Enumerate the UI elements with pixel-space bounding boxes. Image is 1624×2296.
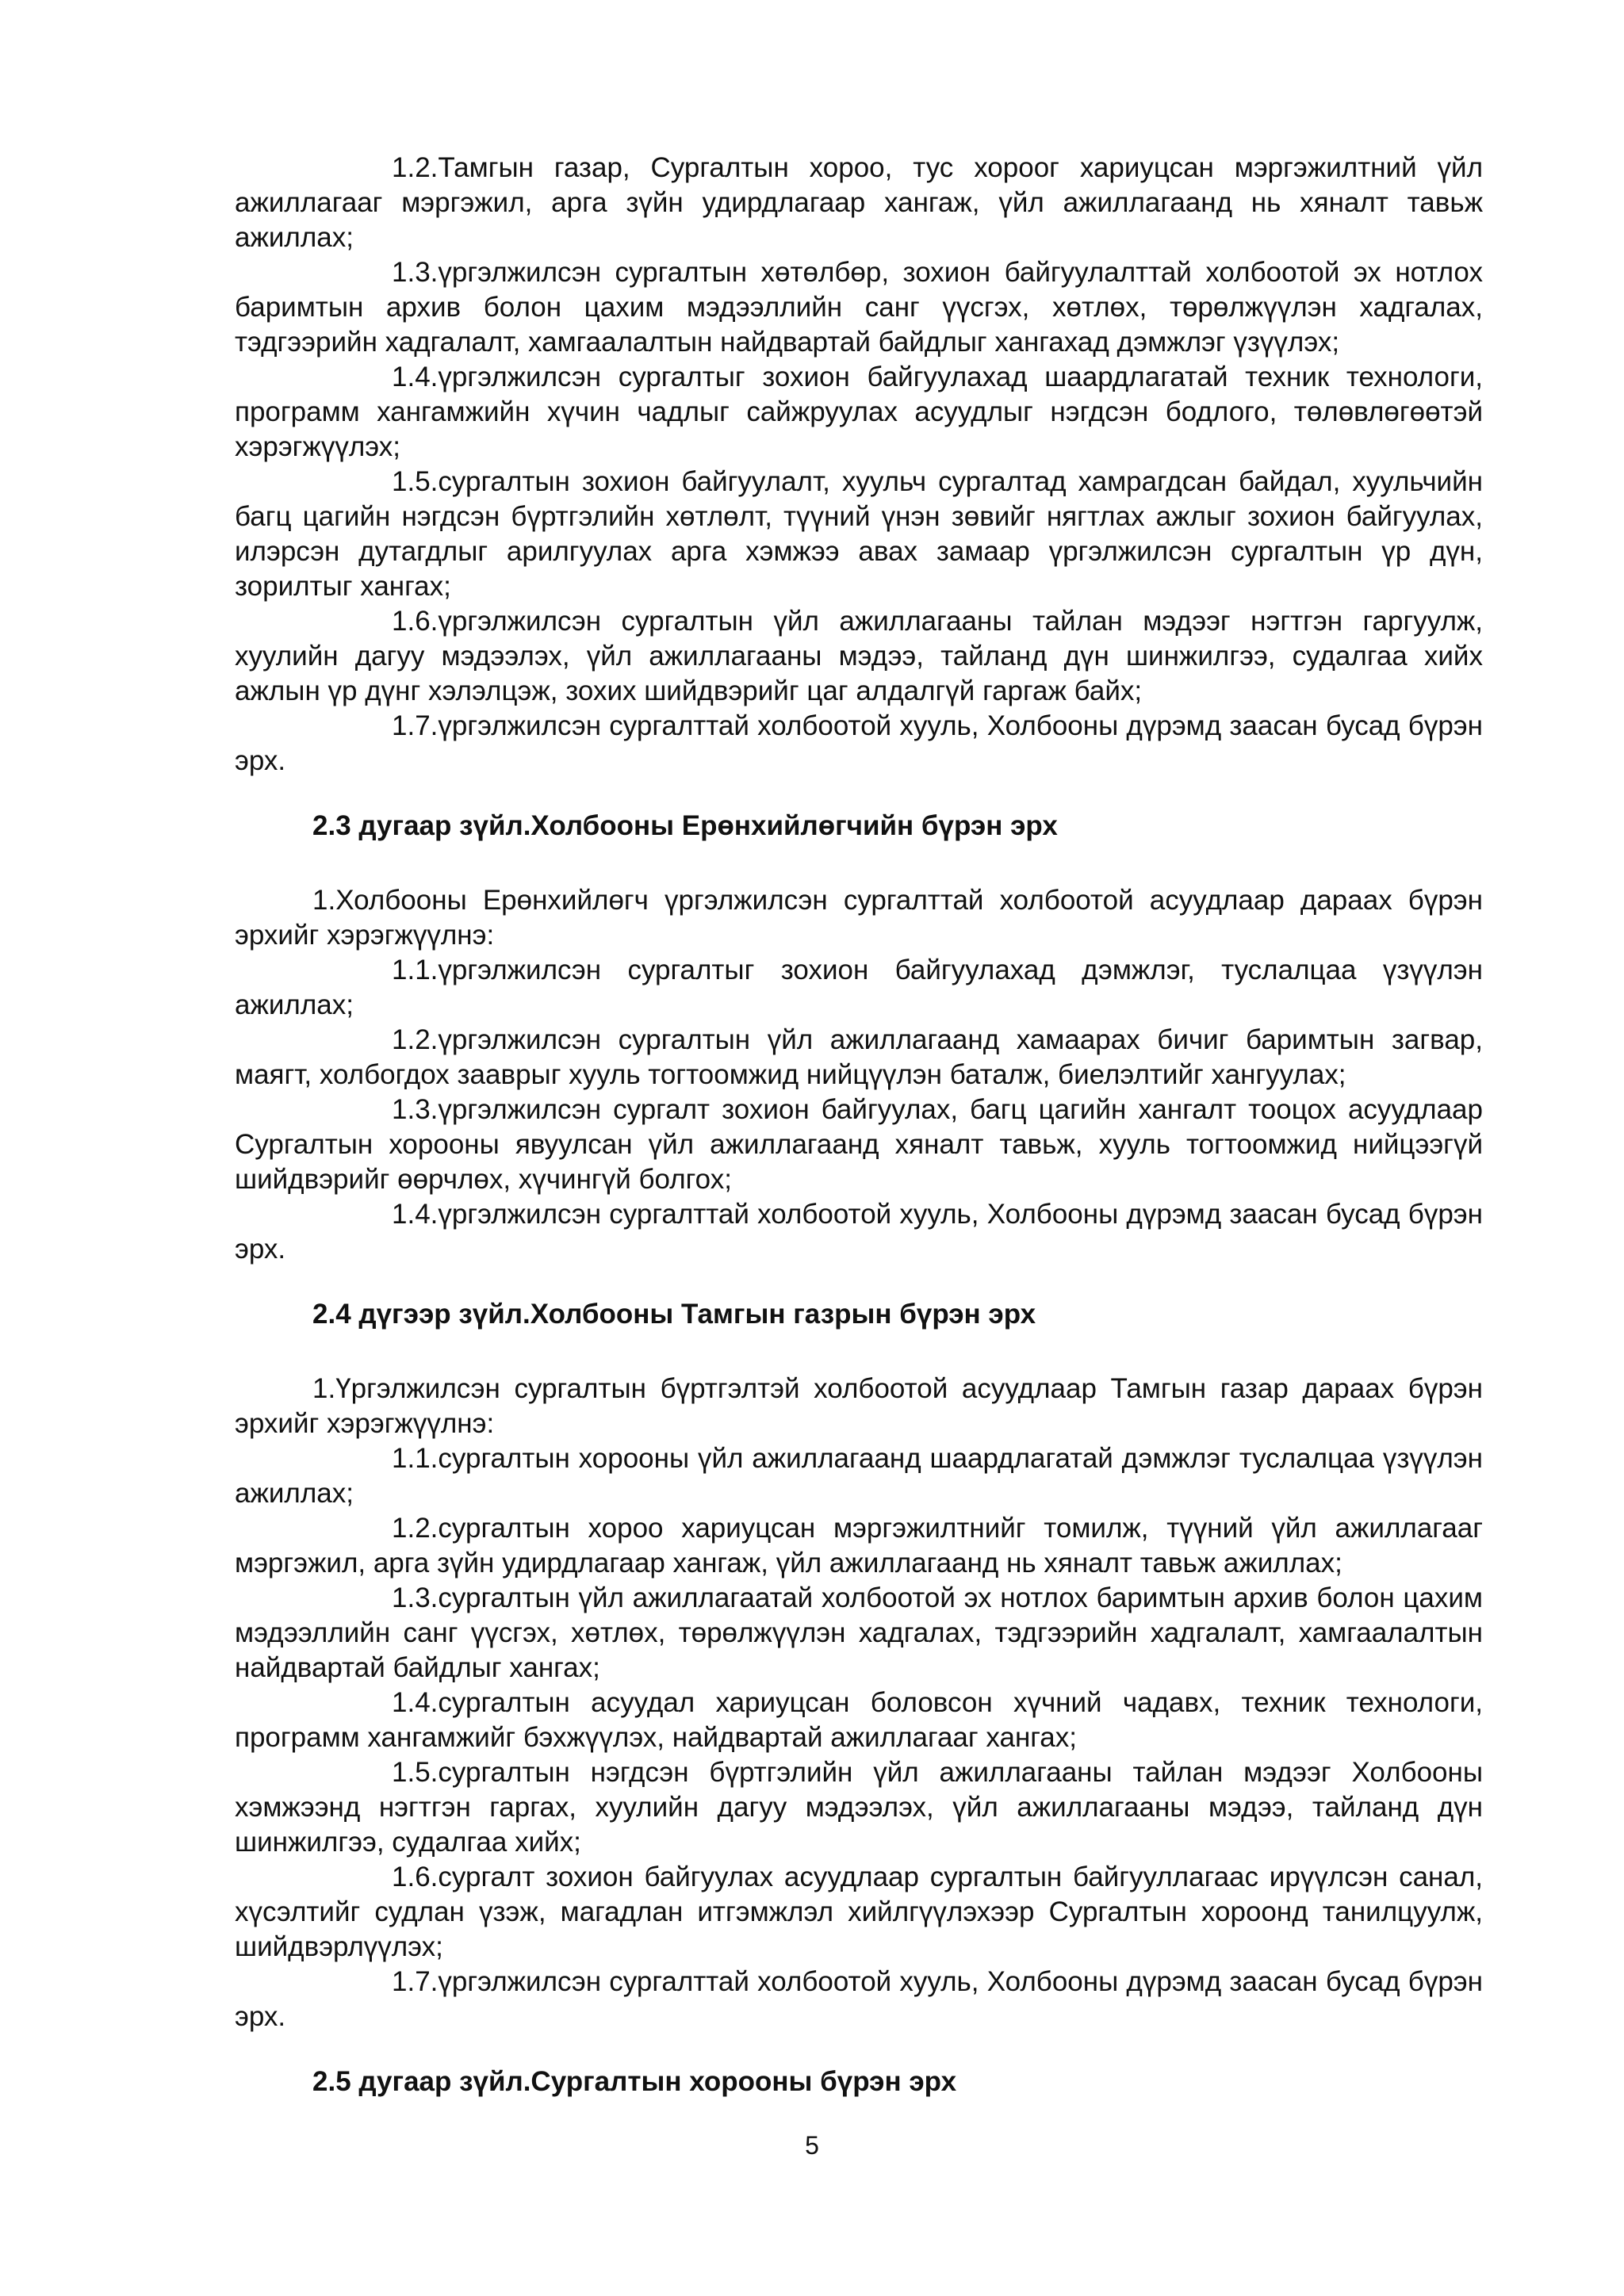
paragraph: 1.6.үргэлжилсэн сургалтын үйл ажиллагааны тайлан мэдээг нэгтгэн гаргуулж, хуулийн дагуу мэдээлэх, үйл ажиллагааны мэдээ, тайланд дүн шинжилгээ, судалгаа хийх ажлын үр дүнг хэлэлцэж, зохих шийдвэрийг цаг алдалгүй гаргаж байх;: [235, 606, 1483, 706]
paragraph: 1.3.үргэлжилсэн сургалт зохион байгуулах, багц цагийн хангалт тооцох асуудлаар Сургалтын хорооны явуулсан үйл ажиллагаанд хяналт тавьж, хууль тогтоомжид нийцээгүй шийдвэрийг өөрчлөх, хүчингүй болгох;: [235, 1094, 1483, 1195]
paragraph: 1.2.үргэлжилсэн сургалтын үйл ажиллагаанд хамаарах бичиг баримтын загвар, маягт, холбогдох зааврыг хууль тогтоомжид нийцүүлэн баталж, биелэлтийг хангуулах;: [235, 1024, 1483, 1090]
section-2-2-continued: [235, 151, 1483, 779]
paragraph: 1.5.сургалтын зохион байгуулалт, хуульч сургалтад хамрагдсан байдал, хуульчийн багц цагийн нэгдсэн бүртгэлийн хөтлөлт, түүний үнэн зөвийг нягтлах ажлыг зохион байгуулах, илэрсэн дутагдлыг арилгуулах арга хэмжээ авах замаар үргэлжилсэн сургалтын үр дүн, зорилтыг хангах;: [235, 466, 1483, 602]
paragraph-intro: 1.Холбооны Ерөнхийлөгч үргэлжилсэн сургалттай холбоотой асуудлаар дараах бүрэн эрхийг хэрэгжүүлнэ:: [235, 885, 1483, 951]
paragraph: 1.4.үргэлжилсэн сургалттай холбоотой хууль, Холбооны дүрэмд заасан бусад бүрэн эрх.: [235, 1199, 1483, 1265]
paragraph: 1.7.үргэлжилсэн сургалттай холбоотой хууль, Холбооны дүрэмд заасан бусад бүрэн эрх.: [235, 710, 1483, 776]
section-2-4: [235, 1297, 1483, 2034]
paragraph: 1.4.үргэлжилсэн сургалтыг зохион байгуулахад шаардлагатай техник технологи, программ хангамжийн хүчин чадлыг сайжруулах асуудлыг нэгдсэн бодлого, төлөвлөгөөтэй хэрэгжүүлэх;: [235, 362, 1483, 462]
paragraph: 1.7.үргэлжилсэн сургалттай холбоотой хууль, Холбооны дүрэмд заасан бусад бүрэн эрх.: [235, 1966, 1483, 2032]
paragraph: 1.1.үргэлжилсэн сургалтыг зохион байгуулахад дэмжлэг, туслалцаа үзүүлэн ажиллах;: [235, 955, 1483, 1020]
page-number: 5: [805, 2131, 819, 2160]
paragraph: 1.4.сургалтын асуудал хариуцсан боловсон хүчний чадавх, техник технологи, программ хангамжийг бэхжүүлэх, найдвартай ажиллагааг хангах;: [235, 1687, 1483, 1753]
paragraph: 1.6.сургалт зохион байгуулах асуудлаар сургалтын байгууллагаас ирүүлсэн санал, хүсэлтийг судлан үзэж, магадлан итгэмжлэл хийлгүүлэхээр Сургалтын хороонд танилцуулж, шийдвэрлүүлэх;: [235, 1862, 1483, 1962]
page-content: [235, 151, 1483, 2139]
paragraph: 1.3.үргэлжилсэн сургалтын хөтөлбөр, зохион байгуулалттай холбоотой эх нотлох баримтын архив болон цахим мэдээллийн санг үүсгэх, хөтлөх, төрөлжүүлэн хадгалах, тэдгээрийн хадгалалт, хамгаалалтын найдвартай байдлыг хангахад дэмжлэг үзүүлэх;: [235, 257, 1483, 358]
section-heading: 2.5 дугаар зүйл.Сургалтын хорооны бүрэн эрх: [312, 2066, 957, 2097]
section-heading: 2.3 дугаар зүйл.Холбооны Ерөнхийлөгчийн бүрэн эрх: [312, 810, 1058, 841]
paragraph: 1.2.Тамгын газар, Сургалтын хороо, тус хороог хариуцсан мэргэжилтний үйл ажиллагааг мэргэжил, арга зүйн удирдлагаар хангаж, үйл ажиллагаанд нь хяналт тавьж ажиллах;: [235, 152, 1483, 253]
section-2-3: [235, 809, 1483, 1267]
paragraph: 1.3.сургалтын үйл ажиллагаатай холбоотой эх нотлох баримтын архив болон цахим мэдээллийн санг үүсгэх, хөтлөх, төрөлжүүлэн хадгалах, тэдгээрийн хадгалалт, хамгаалалтын найдвартай байдлыг хангах;: [235, 1582, 1483, 1683]
paragraph-intro: 1.Үргэлжилсэн сургалтын бүртгэлтэй холбоотой асуудлаар Тамгын газар дараах бүрэн эрхийг хэрэгжүүлнэ:: [235, 1373, 1483, 1439]
section-heading: 2.4 дүгээр зүйл.Холбооны Тамгын газрын бүрэн эрх: [312, 1299, 1036, 1330]
paragraph: 1.5.сургалтын нэгдсэн бүртгэлийн үйл ажиллагааны тайлан мэдээг Холбооны хэмжээнд нэгтгэн гаргах, хуулийн дагуу мэдээлэх, үйл ажиллагааны мэдээ, тайланд дүн шинжилгээ, судалгаа хийх;: [235, 1757, 1483, 1858]
paragraph: 1.1.сургалтын хорооны үйл ажиллагаанд шаардлагатай дэмжлэг туслалцаа үзүүлэн ажиллах;: [235, 1443, 1483, 1509]
paragraph: 1.2.сургалтын хороо хариуцсан мэргэжилтнийг томилж, түүний үйл ажиллагааг мэргэжил, арга зүйн удирдлагаар хангаж, үйл ажиллагаанд нь хяналт тавьж ажиллах;: [235, 1513, 1483, 1578]
section-2-5: [235, 2064, 1483, 2099]
